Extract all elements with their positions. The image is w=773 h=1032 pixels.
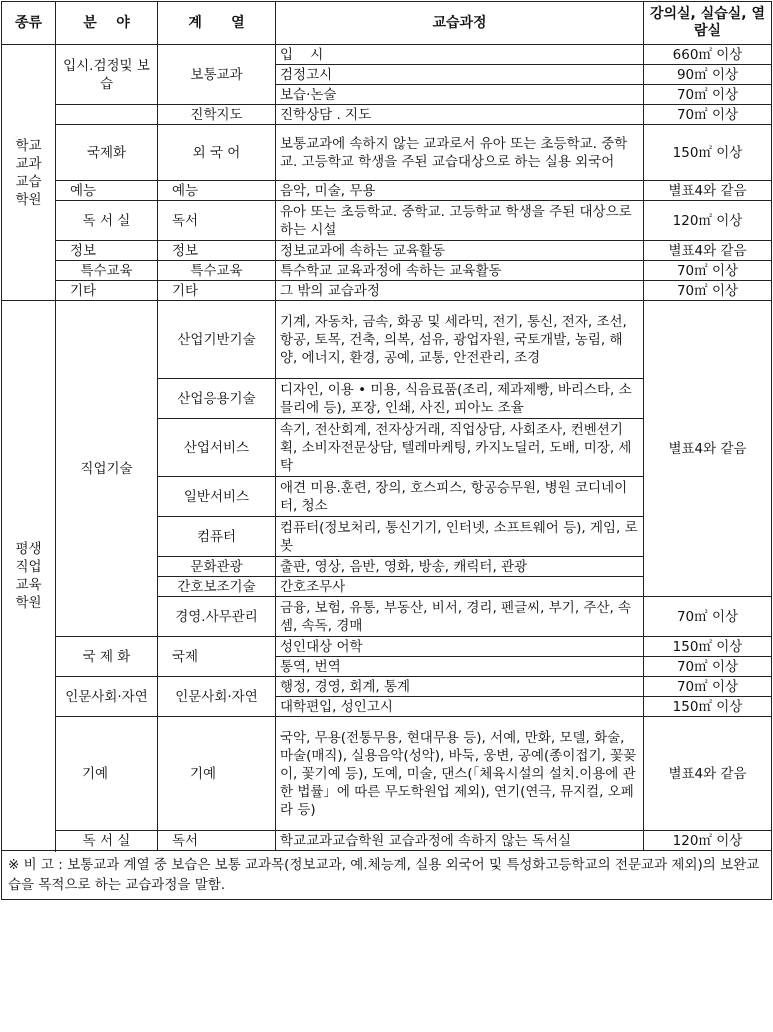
field-cell: 특수교육 <box>56 261 158 281</box>
course-cell: 간호조무사 <box>276 577 644 597</box>
field-cell: 입시.검정및 보습 <box>56 45 158 105</box>
table-row <box>2 281 772 301</box>
series-cell: 산업응용기술 <box>158 379 276 419</box>
series-cell: 인문사회·자연 <box>158 677 276 717</box>
course-cell: 속기, 전산회계, 전자상거래, 직업상담, 사회조사, 컨벤션기획, 소비자전문상담, 텔레마케팅, 카지노딜러, 도배, 미장, 세탁 <box>276 419 644 477</box>
course-cell: 디자인, 이용 • 미용, 식음료품(조리, 제과제빵, 바리스타, 소믈리에 등), 포장, 인쇄, 사진, 피아노 조율 <box>276 379 644 419</box>
series-cell: 외 국 어 <box>158 125 276 181</box>
course-cell: 정보교과에 속하는 교육활동 <box>276 241 644 261</box>
type-cell-lifelong: 평생직업교육학원 <box>2 301 56 851</box>
type-cell-school: 학교교과교습학원 <box>2 45 56 301</box>
series-cell: 보통교과 <box>158 45 276 105</box>
course-cell: 출판, 영상, 음반, 영화, 방송, 캐릭터, 관광 <box>276 557 644 577</box>
table-row <box>2 125 772 181</box>
header-type: 종류 <box>2 2 56 45</box>
room-cell: 별표4와 같음 <box>644 181 772 201</box>
series-cell: 예능 <box>158 181 276 201</box>
table-row <box>2 45 772 65</box>
room-cell: 120㎡ 이상 <box>644 201 772 241</box>
room-cell: 70㎡ 이상 <box>644 261 772 281</box>
note-row <box>2 851 772 900</box>
field-cell: 독 서 실 <box>56 201 158 241</box>
field-cell: 정보 <box>56 241 158 261</box>
series-cell: 경영.사무관리 <box>158 597 276 637</box>
course-cell: 금융, 보험, 유통, 부동산, 비서, 경리, 펜글씨, 부기, 주산, 속셈, 속독, 경매 <box>276 597 644 637</box>
series-cell: 컴퓨터 <box>158 517 276 557</box>
room-cell: 별표4와 같음 <box>644 241 772 261</box>
table-row <box>2 831 772 851</box>
room-cell: 120㎡ 이상 <box>644 831 772 851</box>
course-cell: 보습·논술 <box>276 85 644 105</box>
room-cell: 70㎡ 이상 <box>644 677 772 697</box>
series-cell: 기예 <box>158 717 276 831</box>
room-cell: 150㎡ 이상 <box>644 697 772 717</box>
series-cell: 정보 <box>158 241 276 261</box>
course-cell: 유아 또는 초등학교. 중학교. 고등학교 학생을 주된 대상으로 하는 시설 <box>276 201 644 241</box>
curriculum-table <box>1 1 772 900</box>
table-row <box>2 301 772 379</box>
field-cell: 기예 <box>56 717 158 831</box>
header-row <box>2 2 772 45</box>
course-cell: 그 밖의 교습과정 <box>276 281 644 301</box>
room-cell: 150㎡ 이상 <box>644 125 772 181</box>
table-row <box>2 677 772 697</box>
series-cell: 산업기반기술 <box>158 301 276 379</box>
field-cell: 인문사회·자연 <box>56 677 158 717</box>
course-cell: 검정고시 <box>276 65 644 85</box>
course-cell: 국악, 무용(전통무용, 현대무용 등), 서예, 만화, 모델, 화술, 마술(매직), 실용음악(성악), 바둑, 웅변, 공예(종이접기, 꽃꽂이, 꽃기예 등), 도예, 미술, 댄스(「체육시설의 설치.이용에 관한 법률」에 따른 무도학원업 제외), 연기(연극, 뮤지컬, 오페라 등) <box>276 717 644 831</box>
course-cell: 컴퓨터(정보처리, 통신기기, 인터넷, 소프트웨어 등), 게임, 로봇 <box>276 517 644 557</box>
series-cell: 간호보조기술 <box>158 577 276 597</box>
course-cell: 음악, 미술, 무용 <box>276 181 644 201</box>
table-row <box>2 261 772 281</box>
series-cell: 국제 <box>158 637 276 677</box>
field-cell: 국 제 화 <box>56 637 158 677</box>
header-room: 강의실, 실습실, 열람실 <box>644 2 772 45</box>
table-row <box>2 637 772 657</box>
course-cell: 특수학교 교육과정에 속하는 교육활동 <box>276 261 644 281</box>
course-cell: 성인대상 어학 <box>276 637 644 657</box>
series-cell: 일반서비스 <box>158 477 276 517</box>
series-cell: 독서 <box>158 201 276 241</box>
field-cell: 기타 <box>56 281 158 301</box>
room-cell: 90㎡ 이상 <box>644 65 772 85</box>
room-cell: 70㎡ 이상 <box>644 657 772 677</box>
header-field: 분 야 <box>56 2 158 45</box>
header-course: 교습과정 <box>276 2 644 45</box>
course-cell: 대학편입, 성인고시 <box>276 697 644 717</box>
series-cell: 산업서비스 <box>158 419 276 477</box>
room-cell: 150㎡ 이상 <box>644 637 772 657</box>
room-cell: 별표4와 같음 <box>644 717 772 831</box>
series-cell: 특수교육 <box>158 261 276 281</box>
room-cell: 70㎡ 이상 <box>644 281 772 301</box>
header-series: 계 열 <box>158 2 276 45</box>
course-cell: 애견 미용.훈련, 장의, 호스피스, 항공승무원, 병원 코디네이터, 청소 <box>276 477 644 517</box>
table-row <box>2 717 772 831</box>
room-cell: 별표4와 같음 <box>644 301 772 597</box>
series-cell: 진학지도 <box>158 105 276 125</box>
course-cell: 입 시 <box>276 45 644 65</box>
room-cell: 70㎡ 이상 <box>644 597 772 637</box>
field-cell: 직업기술 <box>56 301 158 637</box>
course-cell: 통역, 번역 <box>276 657 644 677</box>
series-cell: 독서 <box>158 831 276 851</box>
room-cell: 70㎡ 이상 <box>644 105 772 125</box>
table-row <box>2 201 772 241</box>
course-cell: 기계, 자동차, 금속, 화공 및 세라믹, 전기, 통신, 전자, 조선, 항공, 토목, 건축, 의복, 섬유, 광업자원, 국토개발, 농림, 해양, 에너지, 환경, 공예, 교통, 안전관리, 조경 <box>276 301 644 379</box>
table-row <box>2 181 772 201</box>
field-cell: 국제화 <box>56 125 158 181</box>
room-cell: 660㎡ 이상 <box>644 45 772 65</box>
table-row <box>2 105 772 125</box>
course-cell: 학교교과교습학원 교습과정에 속하지 않는 독서실 <box>276 831 644 851</box>
series-cell: 문화관광 <box>158 557 276 577</box>
remarks-note: ※ 비 고 : 보통교과 계열 중 보습은 보통 교과목(정보교과, 예.체능계, 실용 외국어 및 특성화고등학교의 전문교과 제외)의 보완교습을 목적으로 하는 교습과정을 말함. <box>2 851 772 900</box>
series-cell: 기타 <box>158 281 276 301</box>
room-cell: 70㎡ 이상 <box>644 85 772 105</box>
course-cell: 보통교과에 속하지 않는 교과로서 유아 또는 초등학교. 중학교. 고등학교 학생을 주된 교습대상으로 하는 실용 외국어 <box>276 125 644 181</box>
field-cell: 예능 <box>56 181 158 201</box>
course-cell: 진학상담 . 지도 <box>276 105 644 125</box>
field-cell: 독 서 실 <box>56 831 158 851</box>
course-cell: 행정, 경영, 회계, 통계 <box>276 677 644 697</box>
table-row <box>2 241 772 261</box>
